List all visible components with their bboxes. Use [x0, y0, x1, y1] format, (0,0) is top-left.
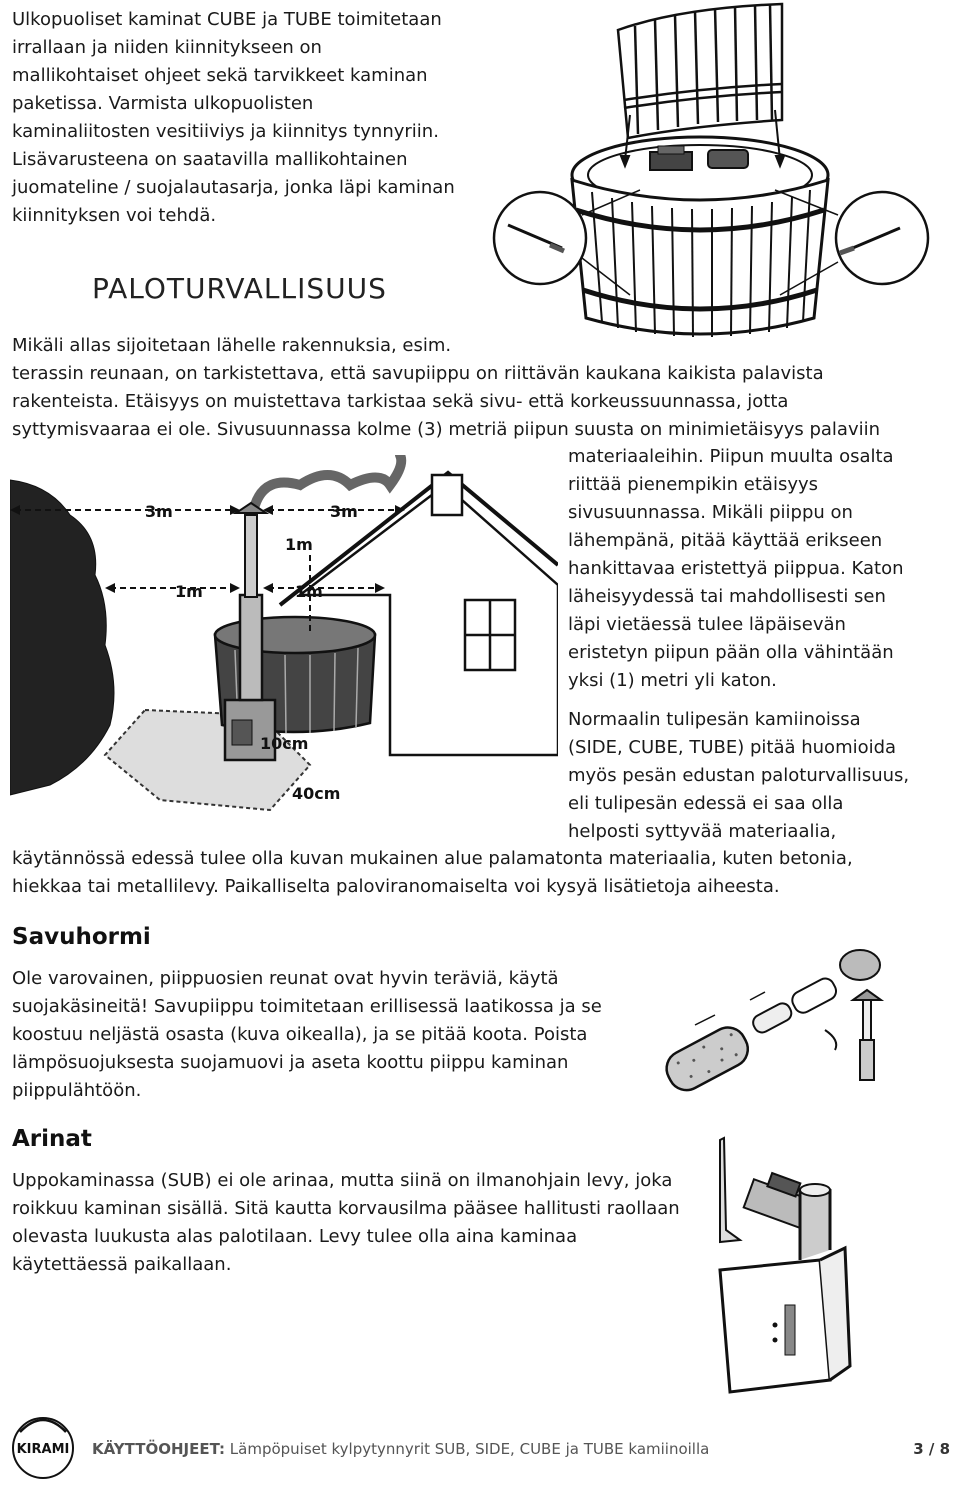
palo-line: lähempänä, pitää käyttää erikseen: [568, 530, 883, 551]
page-number: 3 / 8: [913, 1440, 950, 1458]
savuhormi-line: koostuu neljästä osasta (kuva oikealla), ja se pitää koota. Poista: [12, 1024, 588, 1045]
intro-line: Lisävarusteena on saatavilla mallikohtainen: [12, 149, 408, 170]
palo-line: läheisyydessä tai mahdollisesti sen: [568, 586, 886, 607]
arinat-heading: Arinat: [12, 1126, 92, 1152]
intro-line: juomateline / suojalautasarja, jonka läpi kaminan: [12, 177, 455, 198]
palo-line: käytännössä edessä tulee olla kuvan mukainen alue palamatonta materiaalia, kuten betonia,: [12, 848, 853, 869]
footer-prefix: KÄYTTÖOHJEET:: [92, 1440, 226, 1458]
fire-safety-diagram: [10, 455, 558, 835]
kirami-logo: [8, 1410, 78, 1480]
palo-line: sivusuunnassa. Mikäli piippu on: [568, 502, 853, 523]
palo-line: läpi vietäessä tulee läpäisevän: [568, 614, 846, 635]
footer-title: Lämpöpuiset kylpytynnyrit SUB, SIDE, CUBE ja TUBE kamiinoilla: [225, 1440, 710, 1458]
distance-label: 1m: [285, 535, 313, 554]
palo-line: materiaaleihin. Piipun muulta osalta: [568, 446, 894, 467]
footer-doc-title: [92, 1440, 709, 1458]
palo-line: hiekkaa tai metallilevy. Paikalliselta paloviranomaiselta voi kysyä lisätietoja aiheesta.: [12, 876, 780, 897]
distance-label: 40cm: [292, 784, 341, 803]
savuhormi-heading: Savuhormi: [12, 924, 151, 950]
savuhormi-line: Ole varovainen, piippuosien reunat ovat hyvin teräviä, käytä: [12, 968, 559, 989]
palo-line: rakenteista. Etäisyys on muistettava tarkistaa sekä sivu- että korkeussuunnassa, jotta: [12, 391, 789, 412]
intro-line: mallikohtaiset ohjeet sekä tarvikkeet kaminan: [12, 65, 428, 86]
arinat-line: Uppokaminassa (SUB) ei ole arinaa, mutta siinä on ilmanohjain levy, joka: [12, 1170, 673, 1191]
paloturvallisuus-heading: PALOTURVALLISUUS: [92, 272, 387, 305]
distance-label: 3m: [145, 502, 173, 521]
palo-line: terassin reunaan, on tarkistettava, että savupiippu on riittävän kaukana kaikista palavista: [12, 363, 824, 384]
palo-line: helposti syttyvää materiaalia,: [568, 821, 837, 842]
intro-line: irrallaan ja niiden kiinnitykseen on: [12, 37, 322, 58]
palo-line: riittää pienempikin etäisyys: [568, 474, 819, 495]
savuhormi-line: piippulähtöön.: [12, 1080, 142, 1101]
palo-line: (SIDE, CUBE, TUBE) pitää huomioida: [568, 737, 897, 758]
logo-text: KIRAMI: [16, 1442, 70, 1457]
distance-label: 1m: [175, 582, 203, 601]
palo-line: eli tulipesän edessä ei saa olla: [568, 793, 844, 814]
intro-line: kaminaliitosten vesitiiviys ja kiinnitys tynnyriin.: [12, 121, 439, 142]
palo-line: hankittavaa eristettyä piippua. Katon: [568, 558, 904, 579]
arinat-line: käytettäessä paikallaan.: [12, 1254, 232, 1275]
palo-line: syttymisvaaraa ei ole. Sivusuunnassa kolme (3) metriä piipun suusta on minimietäisyys palaviin: [12, 419, 881, 440]
distance-label: 1m: [295, 582, 323, 601]
sub-heater-illustration: [700, 1130, 900, 1400]
savuhormi-line: suojakäsineitä! Savupiippu toimitetaan erillisessä laatikossa ja se: [12, 996, 602, 1017]
intro-line: paketissa. Varmista ulkopuolisten: [12, 93, 314, 114]
arinat-line: roikkuu kaminan sisällä. Sitä kautta korvausilma pääsee hallitusti raollaan: [12, 1198, 680, 1219]
hot-tub-illustration: [490, 0, 960, 345]
chimney-parts-illustration: [655, 940, 895, 1100]
palo-line: Normaalin tulipesän kamiinoissa: [568, 709, 861, 730]
distance-label: 10cm: [260, 734, 309, 753]
palo-line: eristetyn piipun pään olla vähintään: [568, 642, 894, 663]
savuhormi-line: lämpösuojuksesta suojamuovi ja aseta koottu piippu kaminan: [12, 1052, 569, 1073]
intro-line: kiinnityksen voi tehdä.: [12, 205, 217, 226]
palo-line: myös pesän edustan paloturvallisuus,: [568, 765, 910, 786]
palo-line: yksi (1) metri yli katon.: [568, 670, 777, 691]
arinat-line: olevasta luukusta alas palotilaan. Levy tulee olla aina kaminaa: [12, 1226, 578, 1247]
distance-label: 3m: [330, 502, 358, 521]
intro-line: Ulkopuoliset kaminat CUBE ja TUBE toimitetaan: [12, 9, 442, 30]
palo-line: Mikäli allas sijoitetaan lähelle rakennuksia, esim.: [12, 335, 452, 356]
